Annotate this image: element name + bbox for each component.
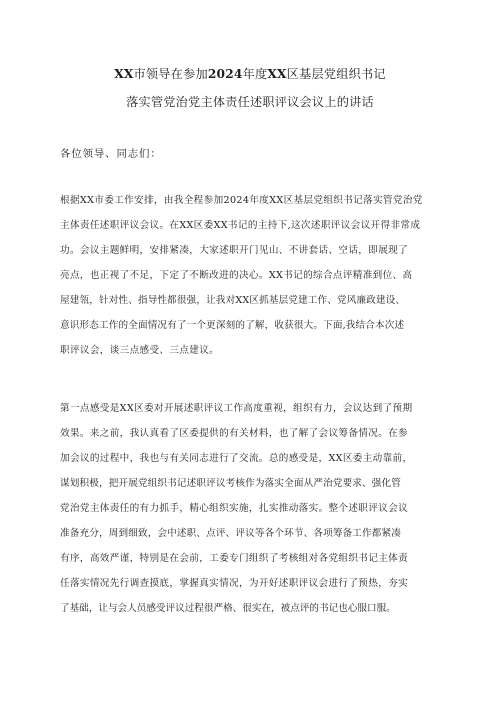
paragraph-line: 加会议的过程中，我也与有关同志进行了交流。总的感受是，XX区委主动靠前， [60,453,413,464]
paragraph-line: 根据XX市委工作安排，由我全程参加2024年度XX区基层党组织书记落实管党治党 [60,195,423,206]
paragraph-line: 效果。来之前，我认真看了区委提供的有关材料，也了解了会议筹备情况。在参 [60,428,409,439]
document-title-line-2: 落实管党治党主体责任述职评议会议上的讲话 [126,95,374,109]
paragraph-line: 职评议会，谈三点感受、三点建议。 [60,345,220,356]
paragraph-line: 亮点，也正视了不足，下定了不断改进的决心。XX书记的综合点评精准到位、高 [60,270,413,281]
paragraph-line: 功。会议主题鲜明，安排紧凑，大家述职开门见山、不讲套话、空话，即展现了 [60,245,409,256]
paragraph-line: 准备充分，周到细致，会中述职、点评、评议等各个环节、各项筹备工作都紧凑 [60,528,402,539]
paragraph-1 [60,188,442,363]
paragraph-line: 谋划积极，把开展党组织书记述职评议考核作为落实全面从严治党要求、强化管 [60,478,402,489]
greeting: 各位领导、同志们： [60,148,162,160]
paragraph-line: 有序，高效严谨，特别是在会前，工委专门组织了考核组对各党组织书记主体责 [60,553,409,564]
paragraph-line: 党治党主体责任的有力抓手，精心组织实施，扎实推动落实。整个述职评议会议 [60,503,409,514]
paragraph-line: 屋建瓴，针对性、指导性都很强，让我对XX区抓基层党建工作、党风廉政建设、 [60,295,406,306]
paragraph-line: 第一点感受是XX区委对开展述职评议工作高度重视，组织有力，会议达到了预期 [60,403,413,414]
paragraph-line: 任落实情况先行调查摸底，掌握真实情况，为开好述职评议会进行了预热，夯实 [60,578,409,589]
paragraph-line: 了基础，让与会人员感受评议过程很严格、很实在，被点评的书记也心服口服。 [60,603,396,614]
paragraph-2 [60,396,442,621]
document-title-line-1: XX市领导在参加2024年度XX区基层党组织书记 [114,67,386,81]
paragraph-line: 主体责任述职评议会议。在XX区委XX书记的主持下,这次述职评议会议开得非常成 [60,220,421,231]
paragraph-line: 意识形态工作的全面情况有了一个更深刻的了解，收获很大。下面,我结合本次述 [60,320,405,331]
